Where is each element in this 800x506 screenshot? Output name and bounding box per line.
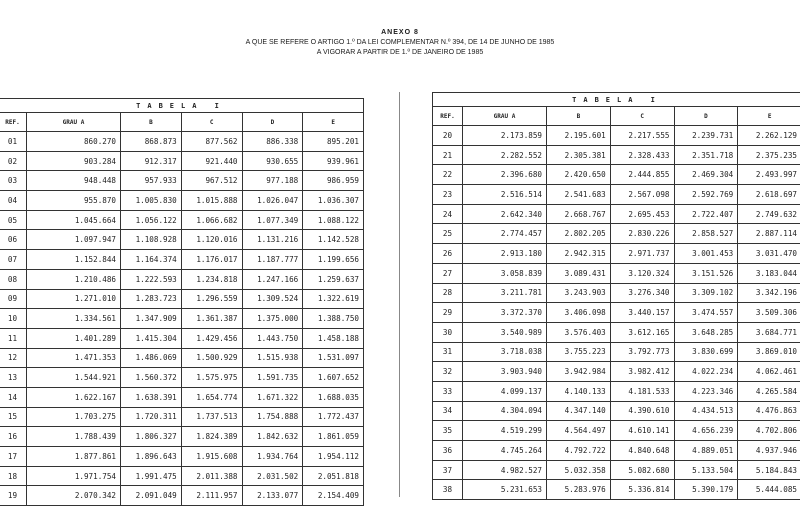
value-cell: 1.515.938 (242, 348, 303, 368)
table-row (0, 427, 364, 447)
table-row (0, 309, 364, 329)
ref-cell: 34 (433, 401, 463, 421)
value-cell: 5.032.358 (547, 460, 611, 480)
value-cell: 1.388.750 (303, 309, 364, 329)
ref-cell: 03 (0, 171, 27, 191)
ref-cell: 06 (0, 230, 27, 250)
salary-table-left (0, 98, 364, 506)
table-row (0, 191, 364, 211)
table-row (0, 210, 364, 230)
value-cell: 1.271.010 (27, 289, 121, 309)
value-cell: 3.372.370 (463, 303, 547, 323)
table-row (433, 126, 800, 146)
value-cell: 1.361.387 (181, 309, 242, 329)
value-cell: 1.005.830 (121, 191, 182, 211)
value-cell: 1.622.167 (27, 387, 121, 407)
value-cell: 2.239.731 (674, 126, 738, 146)
ref-cell: 26 (433, 244, 463, 264)
ref-cell: 27 (433, 263, 463, 283)
annex-subtitle-1: A QUE SE REFERE O ARTIGO 1.º DA LEI COMPLEMENTAR N.º 394, DE 14 DE JUNHO DE 1985 (0, 38, 800, 48)
value-cell: 3.612.165 (610, 322, 674, 342)
value-cell: 1.334.561 (27, 309, 121, 329)
table-row (433, 401, 800, 421)
table-row (433, 342, 800, 362)
value-cell: 1.500.929 (181, 348, 242, 368)
value-cell: 2.493.997 (738, 165, 800, 185)
ref-cell: 09 (0, 289, 27, 309)
value-cell: 2.154.409 (303, 486, 364, 506)
value-cell: 2.133.077 (242, 486, 303, 506)
table-row (433, 322, 800, 342)
value-cell: 4.062.461 (738, 362, 800, 382)
table-row (433, 381, 800, 401)
value-cell: 955.870 (27, 191, 121, 211)
value-cell: 2.774.457 (463, 224, 547, 244)
value-cell: 1.544.921 (27, 368, 121, 388)
table-row (0, 269, 364, 289)
value-cell: 1.720.311 (121, 407, 182, 427)
value-cell: 1.210.486 (27, 269, 121, 289)
value-cell: 2.173.859 (463, 126, 547, 146)
value-cell: 1.026.047 (242, 191, 303, 211)
table-row (433, 224, 800, 244)
value-cell: 3.509.306 (738, 303, 800, 323)
value-cell: 2.516.514 (463, 185, 547, 205)
value-cell: 1.199.656 (303, 250, 364, 270)
value-cell: 1.097.947 (27, 230, 121, 250)
value-cell: 4.181.533 (610, 381, 674, 401)
value-cell: 1.991.475 (121, 466, 182, 486)
value-cell: 1.861.059 (303, 427, 364, 447)
ref-cell: 17 (0, 447, 27, 467)
value-cell: 1.971.754 (27, 466, 121, 486)
value-cell: 3.243.903 (547, 283, 611, 303)
value-cell: 2.802.205 (547, 224, 611, 244)
value-cell: 986.959 (303, 171, 364, 191)
value-cell: 2.642.340 (463, 204, 547, 224)
value-cell: 1.458.188 (303, 328, 364, 348)
value-cell: 2.375.235 (738, 145, 800, 165)
value-cell: 1.486.069 (121, 348, 182, 368)
value-cell: 1.322.619 (303, 289, 364, 309)
value-cell: 5.231.653 (463, 480, 547, 500)
value-cell: 5.444.085 (738, 480, 800, 500)
ref-cell: 22 (433, 165, 463, 185)
ref-cell: 07 (0, 250, 27, 270)
column-header: GRAU A (27, 113, 121, 132)
column-header: GRAU A (463, 107, 547, 126)
ref-cell: 37 (433, 460, 463, 480)
ref-cell: 11 (0, 328, 27, 348)
value-cell: 1.036.307 (303, 191, 364, 211)
column-header: D (242, 113, 303, 132)
value-cell: 2.031.502 (242, 466, 303, 486)
value-cell: 1.222.593 (121, 269, 182, 289)
value-cell: 3.001.453 (674, 244, 738, 264)
value-cell: 5.184.843 (738, 460, 800, 480)
column-header: REF. (0, 113, 27, 132)
table-row (0, 466, 364, 486)
table-row (433, 263, 800, 283)
value-cell: 3.474.557 (674, 303, 738, 323)
value-cell: 1.824.389 (181, 427, 242, 447)
value-cell: 868.873 (121, 132, 182, 152)
value-cell: 5.336.814 (610, 480, 674, 500)
value-cell: 1.108.928 (121, 230, 182, 250)
value-cell: 2.091.049 (121, 486, 182, 506)
value-cell: 5.390.179 (674, 480, 738, 500)
ref-cell: 24 (433, 204, 463, 224)
value-cell: 2.971.737 (610, 244, 674, 264)
ref-cell: 04 (0, 191, 27, 211)
value-cell: 2.351.718 (674, 145, 738, 165)
table-row (0, 250, 364, 270)
value-cell: 977.188 (242, 171, 303, 191)
value-cell: 1.056.122 (121, 210, 182, 230)
value-cell: 2.111.957 (181, 486, 242, 506)
value-cell: 3.058.839 (463, 263, 547, 283)
value-cell: 3.869.010 (738, 342, 800, 362)
ref-cell: 05 (0, 210, 27, 230)
ref-cell: 38 (433, 480, 463, 500)
value-cell: 2.328.433 (610, 145, 674, 165)
value-cell: 2.217.555 (610, 126, 674, 146)
value-cell: 1.654.774 (181, 387, 242, 407)
value-cell: 1.401.289 (27, 328, 121, 348)
value-cell: 3.942.984 (547, 362, 611, 382)
value-cell: 3.406.098 (547, 303, 611, 323)
value-cell: 3.183.044 (738, 263, 800, 283)
value-cell: 1.560.372 (121, 368, 182, 388)
column-header: C (181, 113, 242, 132)
ref-cell: 14 (0, 387, 27, 407)
table-row (433, 441, 800, 461)
table-row (0, 289, 364, 309)
value-cell: 3.151.526 (674, 263, 738, 283)
value-cell: 2.722.407 (674, 204, 738, 224)
value-cell: 2.011.388 (181, 466, 242, 486)
value-cell: 2.749.632 (738, 204, 800, 224)
value-cell: 2.913.180 (463, 244, 547, 264)
value-cell: 4.564.497 (547, 421, 611, 441)
table-title: TABELA I (433, 93, 800, 107)
value-cell: 2.396.680 (463, 165, 547, 185)
value-cell: 3.576.403 (547, 322, 611, 342)
ref-cell: 10 (0, 309, 27, 329)
value-cell: 1.187.777 (242, 250, 303, 270)
ref-cell: 29 (433, 303, 463, 323)
value-cell: 2.592.769 (674, 185, 738, 205)
value-cell: 1.688.035 (303, 387, 364, 407)
value-cell: 3.540.989 (463, 322, 547, 342)
value-cell: 1.415.304 (121, 328, 182, 348)
value-cell: 2.444.855 (610, 165, 674, 185)
value-cell: 3.830.699 (674, 342, 738, 362)
value-cell: 903.284 (27, 151, 121, 171)
table-row (433, 204, 800, 224)
table-row (0, 230, 364, 250)
ref-cell: 15 (0, 407, 27, 427)
value-cell: 1.638.391 (121, 387, 182, 407)
value-cell: 1.737.513 (181, 407, 242, 427)
value-cell: 1.788.439 (27, 427, 121, 447)
value-cell: 1.077.349 (242, 210, 303, 230)
value-cell: 3.903.940 (463, 362, 547, 382)
value-cell: 2.858.527 (674, 224, 738, 244)
value-cell: 4.223.346 (674, 381, 738, 401)
column-header: B (121, 113, 182, 132)
value-cell: 3.718.038 (463, 342, 547, 362)
value-cell: 1.531.097 (303, 348, 364, 368)
column-header: REF. (433, 107, 463, 126)
ref-cell: 31 (433, 342, 463, 362)
value-cell: 1.234.818 (181, 269, 242, 289)
page-fold-divider (399, 92, 400, 497)
value-cell: 4.390.610 (610, 401, 674, 421)
value-cell: 2.262.129 (738, 126, 800, 146)
value-cell: 1.164.374 (121, 250, 182, 270)
value-cell: 1.772.437 (303, 407, 364, 427)
value-cell: 967.512 (181, 171, 242, 191)
value-cell: 2.668.767 (547, 204, 611, 224)
value-cell: 1.176.017 (181, 250, 242, 270)
value-cell: 860.270 (27, 132, 121, 152)
ref-cell: 01 (0, 132, 27, 152)
table-row (433, 244, 800, 264)
value-cell: 2.541.683 (547, 185, 611, 205)
value-cell: 3.089.431 (547, 263, 611, 283)
value-cell: 4.022.234 (674, 362, 738, 382)
value-cell: 2.695.453 (610, 204, 674, 224)
value-cell: 2.420.650 (547, 165, 611, 185)
table-row (0, 387, 364, 407)
value-cell: 3.309.102 (674, 283, 738, 303)
value-cell: 3.342.196 (738, 283, 800, 303)
table-row (0, 132, 364, 152)
value-cell: 5.283.976 (547, 480, 611, 500)
value-cell: 1.142.528 (303, 230, 364, 250)
value-cell: 1.671.322 (242, 387, 303, 407)
table-row (0, 328, 364, 348)
value-cell: 4.792.722 (547, 441, 611, 461)
ref-cell: 16 (0, 427, 27, 447)
value-cell: 4.099.137 (463, 381, 547, 401)
table-row (0, 486, 364, 506)
value-cell: 1.934.764 (242, 447, 303, 467)
value-cell: 2.195.601 (547, 126, 611, 146)
table-row (433, 185, 800, 205)
value-cell: 939.961 (303, 151, 364, 171)
value-cell: 2.305.381 (547, 145, 611, 165)
value-cell: 2.618.697 (738, 185, 800, 205)
column-header: D (674, 107, 738, 126)
value-cell: 1.015.888 (181, 191, 242, 211)
value-cell: 2.282.552 (463, 145, 547, 165)
ref-cell: 32 (433, 362, 463, 382)
value-cell: 3.755.223 (547, 342, 611, 362)
column-header: C (610, 107, 674, 126)
value-cell: 1.842.632 (242, 427, 303, 447)
value-cell: 4.347.140 (547, 401, 611, 421)
value-cell: 1.954.112 (303, 447, 364, 467)
salary-table-right (432, 92, 800, 500)
ref-cell: 28 (433, 283, 463, 303)
ref-cell: 13 (0, 368, 27, 388)
table-row (0, 407, 364, 427)
value-cell: 3.684.771 (738, 322, 800, 342)
value-cell: 4.610.141 (610, 421, 674, 441)
ref-cell: 08 (0, 269, 27, 289)
value-cell: 877.562 (181, 132, 242, 152)
value-cell: 4.889.051 (674, 441, 738, 461)
value-cell: 1.120.016 (181, 230, 242, 250)
table-row (433, 145, 800, 165)
value-cell: 5.133.504 (674, 460, 738, 480)
value-cell: 1.152.844 (27, 250, 121, 270)
table-row (0, 348, 364, 368)
value-cell: 2.469.304 (674, 165, 738, 185)
value-cell: 3.120.324 (610, 263, 674, 283)
column-header: B (547, 107, 611, 126)
value-cell: 912.317 (121, 151, 182, 171)
value-cell: 1.296.559 (181, 289, 242, 309)
value-cell: 1.575.975 (181, 368, 242, 388)
value-cell: 1.429.456 (181, 328, 242, 348)
column-header: E (738, 107, 800, 126)
ref-cell: 25 (433, 224, 463, 244)
ref-cell: 36 (433, 441, 463, 461)
value-cell: 4.702.806 (738, 421, 800, 441)
ref-cell: 19 (0, 486, 27, 506)
document-header (0, 0, 800, 58)
value-cell: 3.211.781 (463, 283, 547, 303)
value-cell: 1.591.735 (242, 368, 303, 388)
value-cell: 1.375.000 (242, 309, 303, 329)
value-cell: 2.567.098 (610, 185, 674, 205)
value-cell: 1.259.637 (303, 269, 364, 289)
annex-subtitle-2: A VIGORAR A PARTIR DE 1.º DE JANEIRO DE 1985 (0, 48, 800, 58)
ref-cell: 23 (433, 185, 463, 205)
annex-title: ANEXO 8 (0, 28, 800, 38)
table-row (0, 368, 364, 388)
value-cell: 4.982.527 (463, 460, 547, 480)
table-row (433, 303, 800, 323)
ref-cell: 12 (0, 348, 27, 368)
value-cell: 4.265.584 (738, 381, 800, 401)
value-cell: 1.347.909 (121, 309, 182, 329)
value-cell: 4.434.513 (674, 401, 738, 421)
table-row (433, 460, 800, 480)
ref-cell: 35 (433, 421, 463, 441)
value-cell: 1.088.122 (303, 210, 364, 230)
value-cell: 2.070.342 (27, 486, 121, 506)
value-cell: 921.440 (181, 151, 242, 171)
ref-cell: 20 (433, 126, 463, 146)
value-cell: 948.448 (27, 171, 121, 191)
value-cell: 4.937.946 (738, 441, 800, 461)
table-row (433, 421, 800, 441)
value-cell: 4.519.299 (463, 421, 547, 441)
value-cell: 1.066.682 (181, 210, 242, 230)
value-cell: 1.754.888 (242, 407, 303, 427)
ref-cell: 30 (433, 322, 463, 342)
table-row (0, 447, 364, 467)
value-cell: 4.140.133 (547, 381, 611, 401)
value-cell: 4.656.239 (674, 421, 738, 441)
value-cell: 3.792.773 (610, 342, 674, 362)
ref-cell: 33 (433, 381, 463, 401)
value-cell: 1.247.166 (242, 269, 303, 289)
value-cell: 1.309.524 (242, 289, 303, 309)
value-cell: 1.806.327 (121, 427, 182, 447)
value-cell: 2.942.315 (547, 244, 611, 264)
value-cell: 957.933 (121, 171, 182, 191)
value-cell: 1.607.652 (303, 368, 364, 388)
table-title: TABELA I (0, 99, 364, 113)
table-row (0, 171, 364, 191)
table-row (433, 283, 800, 303)
value-cell: 3.276.340 (610, 283, 674, 303)
value-cell: 2.830.226 (610, 224, 674, 244)
column-header: E (303, 113, 364, 132)
table-row (0, 151, 364, 171)
ref-cell: 18 (0, 466, 27, 486)
value-cell: 1.703.275 (27, 407, 121, 427)
value-cell: 1.283.723 (121, 289, 182, 309)
value-cell: 5.082.680 (610, 460, 674, 480)
value-cell: 2.051.818 (303, 466, 364, 486)
table-row (433, 362, 800, 382)
value-cell: 3.440.157 (610, 303, 674, 323)
ref-cell: 02 (0, 151, 27, 171)
value-cell: 1.471.353 (27, 348, 121, 368)
value-cell: 4.304.094 (463, 401, 547, 421)
value-cell: 4.476.863 (738, 401, 800, 421)
value-cell: 1.443.750 (242, 328, 303, 348)
value-cell: 3.648.285 (674, 322, 738, 342)
value-cell: 3.982.412 (610, 362, 674, 382)
value-cell: 1.877.861 (27, 447, 121, 467)
value-cell: 895.201 (303, 132, 364, 152)
value-cell: 1.896.643 (121, 447, 182, 467)
value-cell: 1.045.664 (27, 210, 121, 230)
ref-cell: 21 (433, 145, 463, 165)
value-cell: 3.031.470 (738, 244, 800, 264)
table-row (433, 165, 800, 185)
value-cell: 1.131.216 (242, 230, 303, 250)
value-cell: 4.840.648 (610, 441, 674, 461)
value-cell: 2.887.114 (738, 224, 800, 244)
value-cell: 1.915.608 (181, 447, 242, 467)
value-cell: 4.745.264 (463, 441, 547, 461)
value-cell: 886.338 (242, 132, 303, 152)
value-cell: 930.655 (242, 151, 303, 171)
